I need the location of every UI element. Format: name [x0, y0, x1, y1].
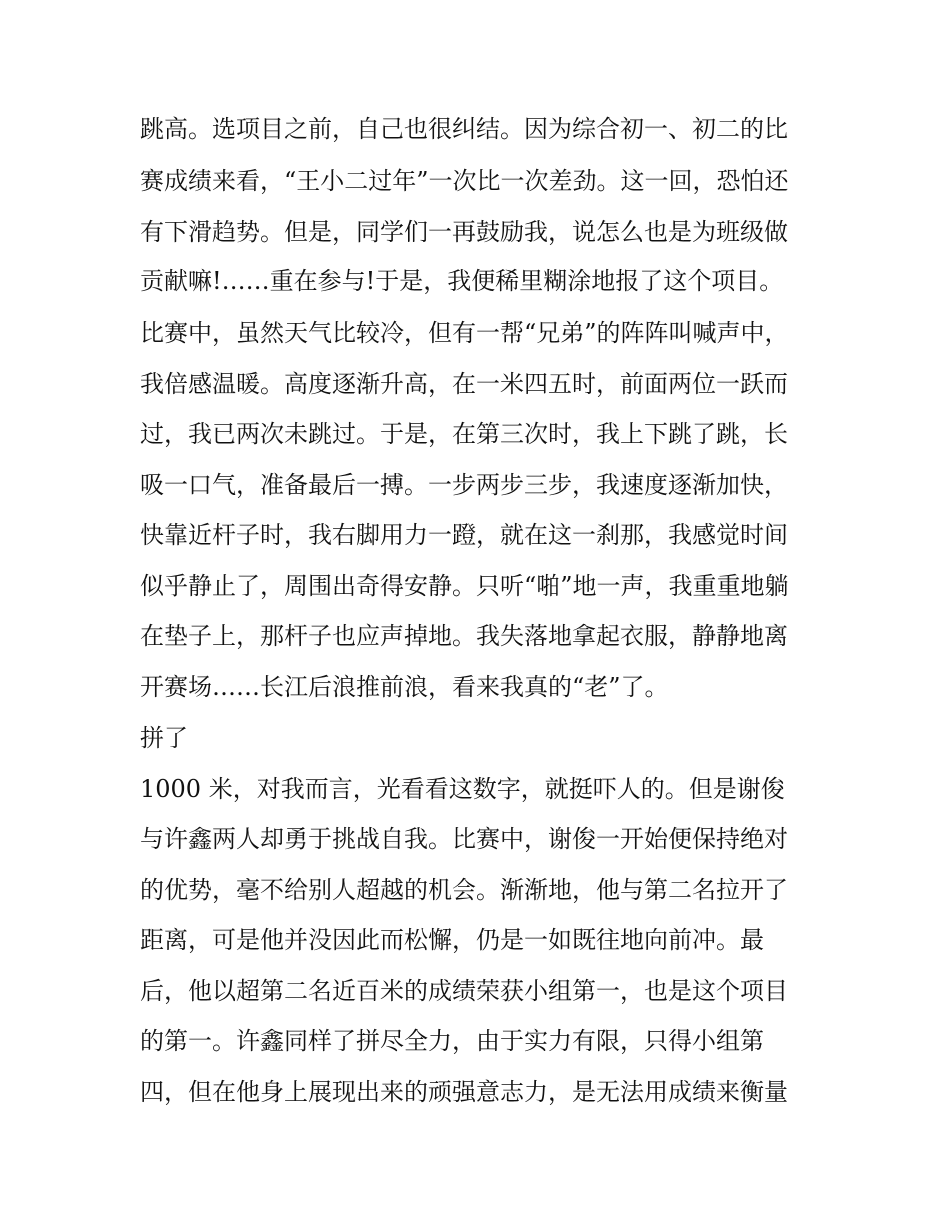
- text-line: 贡献嘛!……重在参与!于是，我便稀里糊涂地报了这个项目。: [140, 267, 784, 295]
- text-line: 过，我已两次未跳过。于是，在第三次时，我上下跳了跳，长: [140, 420, 788, 448]
- text-line: 在垫子上，那杆子也应声掉地。我失落地拿起衣服，静静地离: [140, 622, 788, 650]
- text-line: 距离，可是他并没因此而松懈，仍是一如既往地向前冲。最: [140, 926, 764, 954]
- text-line: 有下滑趋势。但是，同学们一再鼓励我，说怎么也是为班级做: [140, 218, 788, 246]
- text-line: 的第一。许鑫同样了拼尽全力，由于实力有限，只得小组第: [140, 1027, 764, 1055]
- text-line: 的优势，毫不给别人超越的机会。渐渐地，他与第二名拉开了: [140, 876, 788, 904]
- text-line: 1000 米，对我而言，光看看这数字，就挺吓人的。但是谢俊: [140, 775, 785, 803]
- text-line: 我倍感温暖。高度逐渐升高，在一米四五时，前面两位一跃而: [140, 370, 788, 398]
- text-line: 开赛场……长江后浪推前浪，看来我真的“老”了。: [140, 673, 669, 701]
- text-line: 似乎静止了，周围出奇得安静。只听“啪”地一声，我重重地躺: [140, 572, 789, 600]
- text-line: 比赛中，虽然天气比较冷，但有一帮“兄弟”的阵阵叫喊声中，: [140, 319, 789, 347]
- text-line: 后，他以超第二名近百米的成绩荣获小组第一，也是这个项目: [140, 977, 788, 1005]
- section-heading: 拼了: [140, 724, 188, 752]
- text-line: 快靠近杆子时，我右脚用力一蹬，就在这一刹那，我感觉时间: [140, 521, 788, 549]
- text-line: 与许鑫两人却勇于挑战自我。比赛中，谢俊一开始便保持绝对: [140, 825, 788, 853]
- text-line: 四，但在他身上展现出来的顽强意志力，是无法用成绩来衡量: [140, 1078, 788, 1106]
- text-line: 跳高。选项目之前，自己也很纠结。因为综合初一、初二的比: [140, 115, 788, 143]
- text-line: 赛成绩来看，“王小二过年”一次比一次差劲。这一回，恐怕还: [140, 167, 789, 195]
- text-line: 吸一口气，准备最后一搏。一步两步三步，我速度逐渐加快，: [140, 471, 788, 499]
